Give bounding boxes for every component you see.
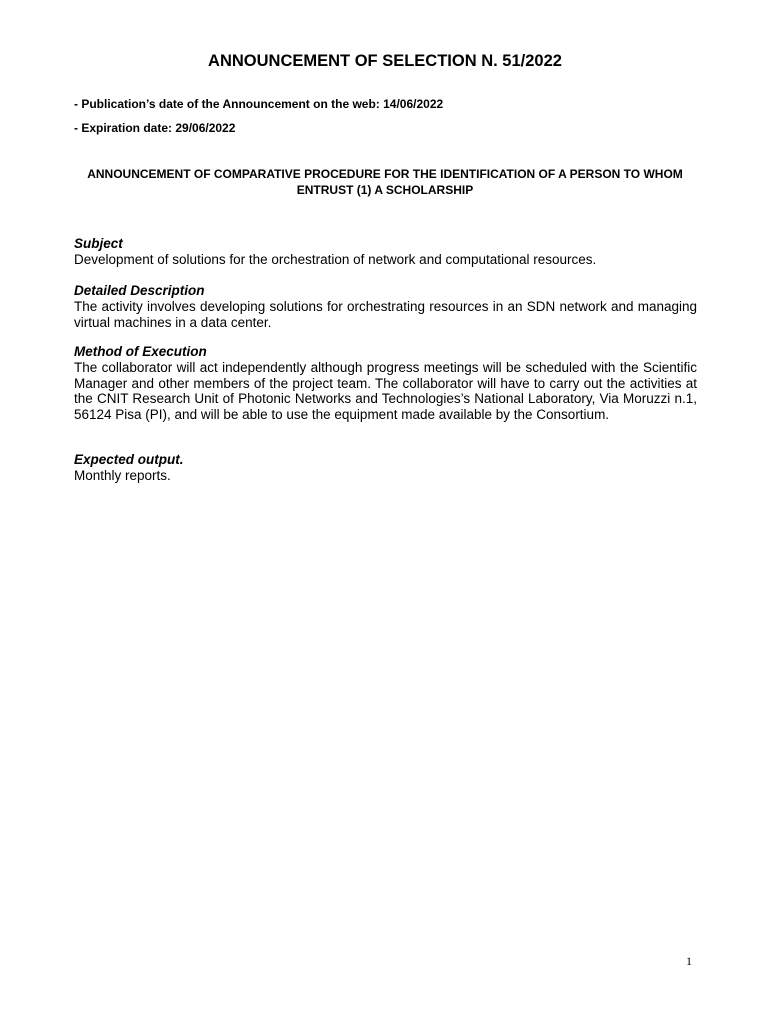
section-subject [74, 236, 697, 268]
page-number: 1 [686, 954, 692, 968]
procedure-subtitle: ANNOUNCEMENT OF COMPARATIVE PROCEDURE FOR THE IDENTIFICATION OF A PERSON TO WHOM ENTRUST (1) A SCHOLARSHIP [87, 167, 683, 197]
section-body: The collaborator will act independently although progress meetings will be scheduled with the Scientific Manager and other members of the project team. The collaborator will have to carry out the activities at the CNIT Research Unit of Photonic Networks and Technologies’s National Laboratory, Via Moruzzi n.1, 56124 Pisa (PI), and will be able to use the equipment made available by the Consortium. [74, 360, 697, 422]
section-heading: Detailed Description [74, 283, 205, 298]
expiration-date-line: - Expiration date: 29/06/2022 [74, 121, 236, 135]
section-body: Development of solutions for the orchestration of network and computational resources. [74, 252, 597, 267]
section-heading: Method of Execution [74, 344, 207, 359]
section-detailed-description [74, 283, 697, 330]
section-expected-output [74, 452, 697, 484]
section-body: Monthly reports. [74, 468, 171, 483]
section-heading: Subject [74, 236, 123, 251]
document-title: ANNOUNCEMENT OF SELECTION N. 51/2022 [208, 52, 562, 70]
section-body: The activity involves developing solutions for orchestrating resources in an SDN network and managing virtual machines in a data center. [74, 299, 697, 330]
section-method-of-execution [74, 344, 697, 422]
section-heading: Expected output. [74, 452, 184, 467]
publication-date-line: - Publication’s date of the Announcement on the web: 14/06/2022 [74, 97, 444, 111]
